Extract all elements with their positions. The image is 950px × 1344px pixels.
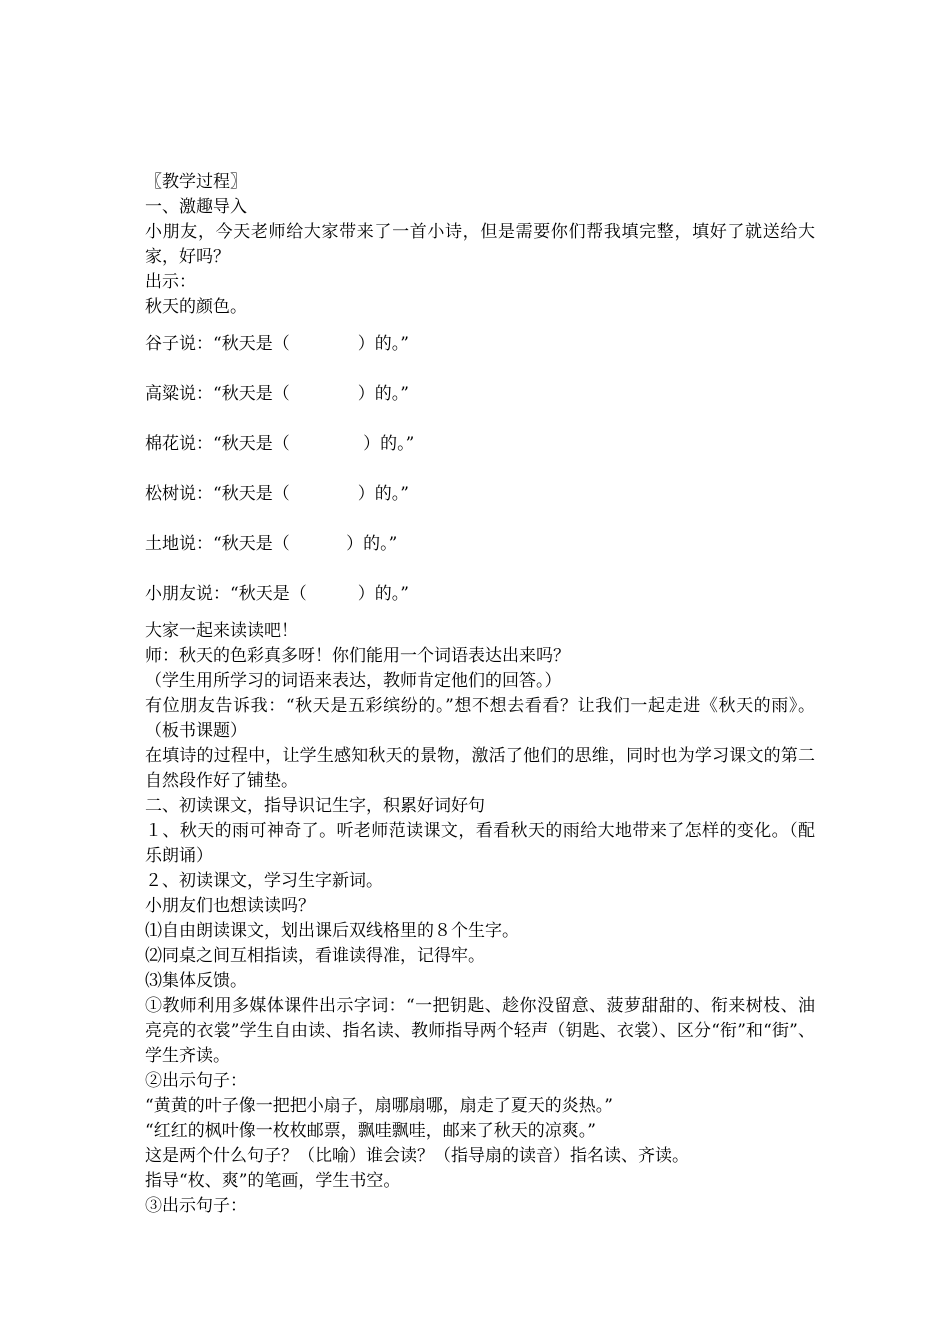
part2-heading: 二、初读课文，指导识记生字，积累好词好句: [145, 796, 485, 816]
read-together: 大家一起来读读吧！: [145, 621, 298, 641]
part1-intro: 小朋友，今天老师给大家带来了一首小诗，但是需要你们帮我填完整，填好了就送给大家，好吗？: [145, 222, 815, 267]
poem-line-mianhua: 棉花说：“秋天是（ ）的。”: [145, 434, 415, 454]
part2-substep-2: ②出示句子：: [145, 1071, 247, 1091]
part2-item-3: 小朋友们也想读读吗？: [145, 896, 315, 916]
part2-substep-1: ①教师利用多媒体课件出示字词：“一把钥匙、趁你没留意、菠萝甜甜的、衔来树枝、油亮亮的衣裳”学生自由读、指名读、教师指导两个轻声（钥匙、衣裳）、区分“衔”和“街”、学生齐读。: [145, 996, 815, 1066]
question-line: 这是两个什么句子？（比喻）谁会读？（指导扇的读音）指名读、齐读。: [145, 1146, 689, 1166]
section-title: 〖教学过程〗: [145, 172, 247, 192]
student-response: （学生用所学习的词语来表达，教师肯定他们的回答。）: [145, 671, 562, 691]
friend-says: 有位朋友告诉我：“秋天是五彩缤纷的。”想不想去看看？让我们一起走进《秋天的雨》。（板书课题）: [145, 696, 815, 741]
poem-title: 秋天的颜色。: [145, 297, 247, 317]
part2-substep-3: ③出示句子：: [145, 1196, 247, 1216]
part2-item-2: ２、初读课文，学习生字新词。: [145, 871, 383, 891]
poem-line-gaoliang: 高粱说：“秋天是（ ）的。”: [145, 384, 409, 404]
part2-step-3: ⑶集体反馈。: [145, 971, 247, 991]
sentence-1: “黄黄的叶子像一把把小扇子，扇哪扇哪，扇走了夏天的炎热。”: [145, 1096, 613, 1116]
poem-line-xiaopengyou: 小朋友说：“秋天是（ ）的。”: [145, 584, 409, 604]
poem-line-tudi: 土地说：“秋天是（ ）的。”: [145, 534, 398, 554]
stroke-guide: 指导“枚、爽”的笔画，学生书空。: [145, 1171, 401, 1191]
design-note: 在填诗的过程中，让学生感知秋天的景物，激活了他们的思维，同时也为学习课文的第二自然段作好了铺垫。: [145, 746, 815, 791]
part2-item-1: １、秋天的雨可神奇了。听老师范读课文，看看秋天的雨给大地带来了怎样的变化。（配乐朗诵）: [145, 821, 815, 866]
part2-step-2: ⑵同桌之间互相指读，看谁读得准，记得牢。: [145, 946, 485, 966]
teacher-question: 师：秋天的色彩真多呀！你们能用一个词语表达出来吗？: [145, 646, 570, 666]
part2-step-1: ⑴自由朗读课文，划出课后双线格里的８个生字。: [145, 921, 519, 941]
show-label: 出示：: [145, 272, 196, 292]
poem-line-guzi: 谷子说：“秋天是（ ）的。”: [145, 334, 409, 354]
poem-block: [145, 332, 815, 607]
sentence-2: “红红的枫叶像一枚枚邮票，飘哇飘哇，邮来了秋天的凉爽。”: [145, 1121, 596, 1141]
part1-heading: 一、激趣导入: [145, 197, 247, 217]
document-page: [145, 170, 815, 1219]
poem-line-songshu: 松树说：“秋天是（ ）的。”: [145, 484, 409, 504]
